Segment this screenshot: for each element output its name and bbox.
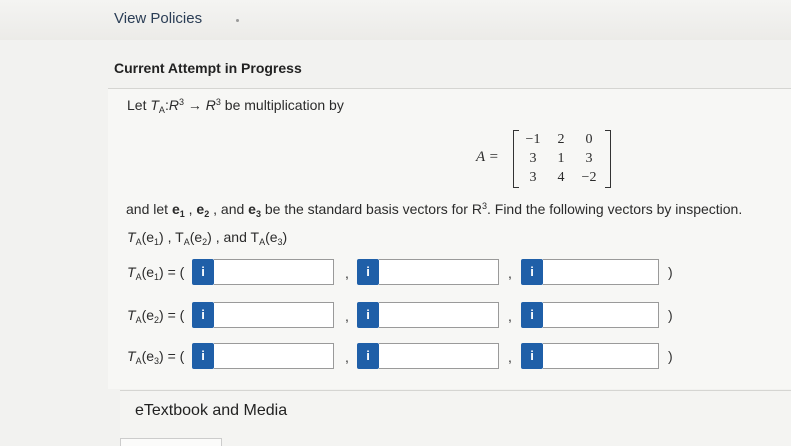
- vectors-lead: $T_A(e_1)$ , $T_A(e_2)$ , and $T_A(e_3)$: [127, 229, 288, 247]
- answer-field-e3-z[interactable]: [543, 343, 659, 369]
- answer-field-e1-x[interactable]: [214, 259, 334, 285]
- close-paren: ): [668, 264, 673, 280]
- info-button[interactable]: i: [192, 259, 214, 285]
- info-button[interactable]: i: [192, 343, 214, 369]
- info-button[interactable]: i: [521, 343, 543, 369]
- answer-field-e2-z[interactable]: [543, 302, 659, 328]
- matrix-cell: 3: [529, 170, 537, 185]
- row-label-e1: $T_A(e_1)$ = (: [127, 264, 185, 282]
- info-button[interactable]: i: [357, 343, 379, 369]
- matrix-row: [514, 130, 610, 149]
- matrix-row: [514, 149, 610, 168]
- view-policies-link[interactable]: View Policies: [114, 10, 203, 27]
- row-label-e2: $T_A(e_2)$ = (: [127, 307, 185, 325]
- attempt-title: Current Attempt in Progress: [114, 60, 302, 76]
- close-paren: ): [668, 348, 673, 364]
- answer-field-e2-y[interactable]: [379, 302, 499, 328]
- matrix-cell: −2: [581, 170, 597, 185]
- answer-field-e1-z[interactable]: [543, 259, 659, 285]
- info-button[interactable]: i: [357, 302, 379, 328]
- info-button[interactable]: i: [192, 302, 214, 328]
- answer-field-e2-x[interactable]: [214, 302, 334, 328]
- close-paren: ): [668, 307, 673, 323]
- matrix-cell: 4: [557, 170, 565, 185]
- info-button[interactable]: i: [521, 302, 543, 328]
- matrix-cell: 1: [557, 151, 565, 166]
- matrix-row: [514, 168, 610, 187]
- divider-dot: [236, 19, 239, 22]
- separator: ,: [345, 349, 349, 365]
- matrix-a: [513, 130, 611, 188]
- info-button[interactable]: i: [357, 259, 379, 285]
- matrix-label: A =: [476, 149, 499, 165]
- answer-field-e1-y[interactable]: [379, 259, 499, 285]
- separator: ,: [508, 349, 512, 365]
- separator: ,: [508, 265, 512, 281]
- matrix-cell: −1: [525, 132, 541, 147]
- etextbook-link[interactable]: eTextbook and Media: [135, 402, 288, 419]
- separator: ,: [345, 265, 349, 281]
- info-button[interactable]: i: [521, 259, 543, 285]
- matrix-cell: 0: [585, 132, 593, 147]
- question-intro: Let $T_A:R^3 \to R^3$ be multiplication by: [127, 97, 344, 115]
- question-description: and let $e_1$ , $e_2$ , and $e_3$ be the standard basis vectors for $R^3$. Find the following vectors by inspection.: [126, 201, 743, 219]
- separator: ,: [345, 308, 349, 324]
- answer-field-e3-y[interactable]: [379, 343, 499, 369]
- matrix-cell: 3: [529, 151, 537, 166]
- separator: ,: [508, 308, 512, 324]
- matrix-cell: 3: [585, 151, 593, 166]
- row-label-e3: $T_A(e_3)$ = (: [127, 348, 185, 366]
- answer-field-e3-x[interactable]: [214, 343, 334, 369]
- matrix-cell: 2: [557, 132, 565, 147]
